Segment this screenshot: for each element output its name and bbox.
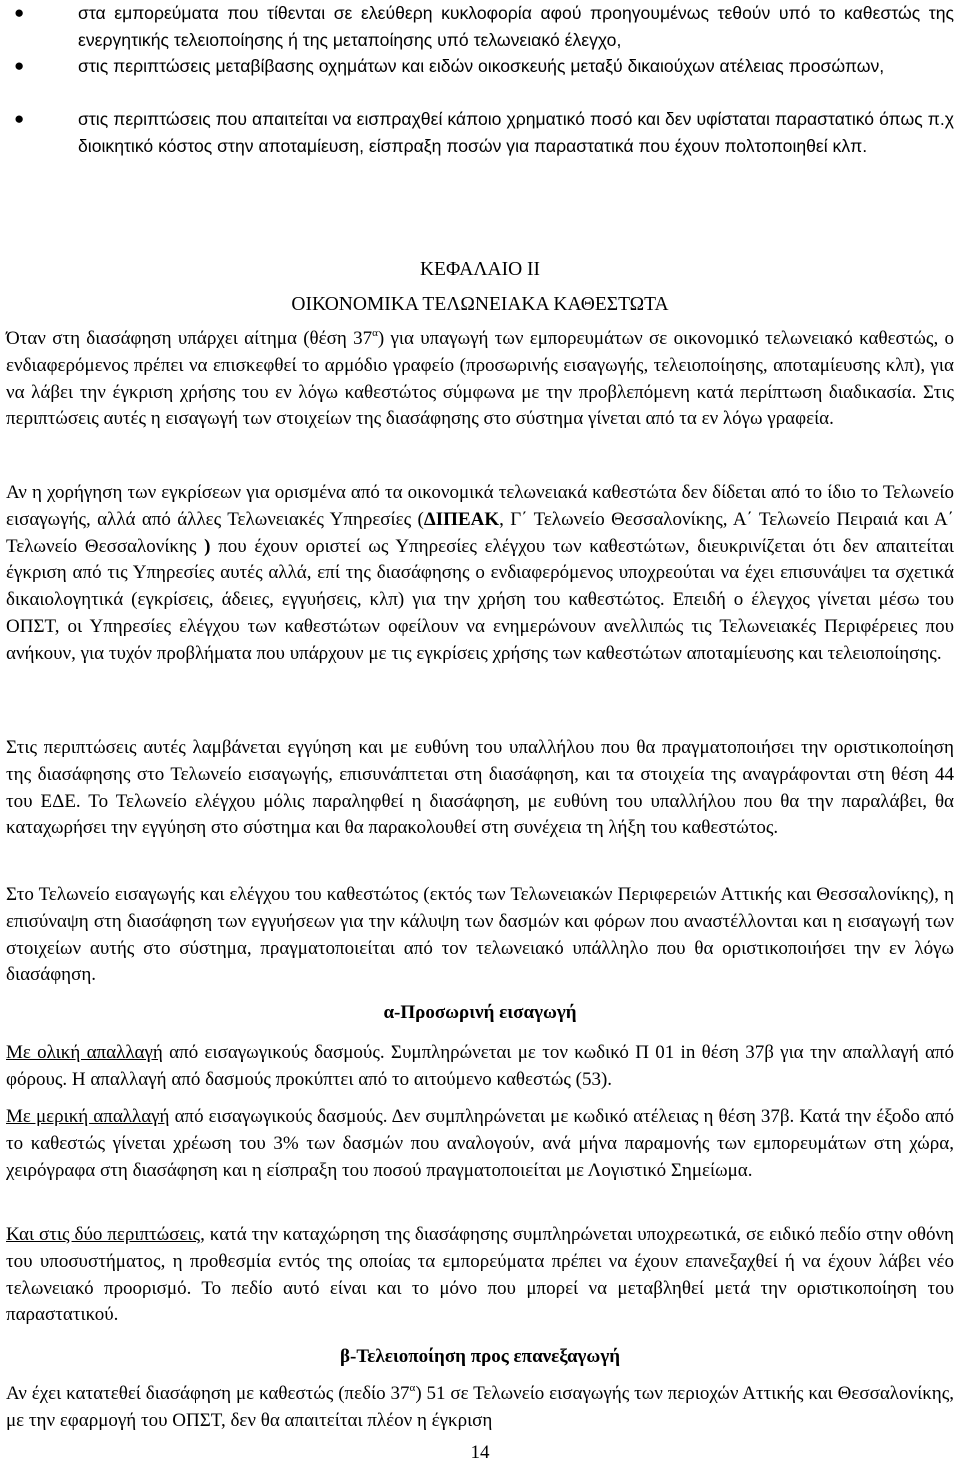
text-run: ) 51 σε Τελωνείο εισαγωγής των περιοχών Αττικής και Θεσσαλονίκης, με την εφαρμογή του ΟΠΣΤ, δεν θα απαιτείται πλέον η έγκριση [6, 1383, 954, 1431]
paragraph-8 [6, 1381, 954, 1435]
superscript: α [372, 327, 378, 339]
bold-text: ΔΙΠΕΑΚ [423, 508, 500, 530]
page-number: 14 [470, 1442, 490, 1463]
superscript: α [409, 1382, 416, 1394]
bullet-text: στις περιπτώσεις μεταβίβασης οχημάτων και ειδών οικοσκευής μεταξύ δικαιούχων ατέλειας προσώπων, [78, 56, 885, 76]
chapter-title: ΟΙΚΟΝΟΜΙΚΑ ΤΕΛΩΝΕΙΑΚΑ ΚΑΘΕΣΤΩΤΑ [291, 294, 669, 315]
paragraph-3: Στις περιπτώσεις αυτές λαμβάνεται εγγύηση και με ευθύνη του υπαλλήλου που θα πραγματοποιήσει την οριστικοποίηση της διασάφησης στο Τελωνείο εισαγωγής, επισυνάπτεται στη διασάφηση, και τα στοιχεία της αναγράφονται στη θέση 44 του ΕΔΕ. Το Τελωνείο ελέγχου μόλις παραληφθεί η διασάφηση, με ευθύνη του υπαλλήλου που θα την παραλάβει, θα καταχωρήσει την εγγύηση στο σύστημα και θα παρακολουθεί στη συνέχεια τη λήξη του καθεστώτος. [6, 737, 954, 839]
bullet-icon: ● [14, 109, 25, 128]
section-heading-b: β-Τελειοποίηση προς επανεξαγωγή [340, 1346, 620, 1367]
text-run: Όταν στη διασάφηση υπάρχει αίτημα (θέση 37 [6, 328, 373, 349]
bullet-text: στις περιπτώσεις που απαιτείται να εισπραχθεί κάποιο χρηματικό ποσό και δεν υφίσταται παραστατικό όπως π.χ διοικητικό κόστος στην αποταμίευση, είσπραξη ποσών για παραστατικά που έχουν πολτοποιηθεί κλπ. [78, 109, 954, 156]
bullet-text: στα εμπορεύματα που τίθενται σε ελεύθερη κυκλοφορία αφού προηγουμένως τεθούν υπό το καθεστώς της ενεργητικής τελειοποίησης ή της μεταποίησης υπό τελωνειακό έλεγχο, [78, 3, 954, 50]
underlined-text: Με ολική απαλλαγή [6, 1042, 163, 1063]
bold-text: ) [204, 535, 211, 557]
underlined-text: Και στις δύο περιπτώσεις [6, 1224, 201, 1245]
bullet-icon: ● [14, 3, 25, 22]
section-heading-a: α-Προσωρινή εισαγωγή [383, 1002, 577, 1023]
underlined-text: Με μερική απαλλαγή [6, 1106, 170, 1127]
text-run: ) για υπαγωγή των εμπορευμάτων σε οικονομικό τελωνειακό καθεστώς, ο ενδιαφερόμενος πρέπει να επισκεφθεί το αρμόδιο γραφείο (προσωρινής εισαγωγής, τελειοποίησης, αποταμίευσης κλπ), για να λάβει την έγκριση χρήσης του εν λόγω καθεστώτος σύμφωνα με την προβλεπόμενη κατά περίπτωση διαδικασία. Στις περιπτώσεις αυτές η εισαγωγή των στοιχείων της διασάφησης στο σύστημα γίνεται από τα εν λόγω γραφεία. [6, 328, 954, 430]
text-run: , κατά την καταχώρηση της διασάφησης συμπληρώνεται υποχρεωτικά, σε ειδικό πεδίο στην οθόνη του υποσυστήματος, η προθεσμία εντός της οποίας τα εμπορεύματα πρέπει να έχουν επανεξαχθεί ή να έχουν λάβει νέο τελωνειακό προορισμό. Το πεδίο αυτό είναι και το μόνο που μπορεί να μεταβληθεί μετά την οριστικοποίηση του παραστατικού. [6, 1224, 954, 1326]
list-item [0, 106, 960, 159]
text-run: από εισαγωγικούς δασμούς. Δεν συμπληρώνεται με κωδικό ατέλειας η θέση 37β. Κατά την έξοδο από το καθεστώς γίνεται χρέωση του 3% των δασμών που αναλογούν, ανά μήνα παραμονής των εμπορευμάτων στη χώρα, χειρόγραφα στη διασάφηση και η είσπραξη του ποσού πραγματοποιείται με Λογιστικό Σημείωμα. [6, 1106, 955, 1181]
list-item [0, 0, 960, 53]
text-run: , Γ΄ Τελωνείο Θεσσαλονίκης, Α΄ Τελωνείο Πειραιά και Α΄ Τελωνείο Θεσσαλονίκης [6, 508, 954, 557]
paragraph-4: Στο Τελωνείο εισαγωγής και ελέγχου του καθεστώτος (εκτός των Τελωνειακών Περιφερειών Αττικής και Θεσσαλονίκης), η επισύναψη στη διασάφηση των εγγυήσεων για την κάλυψη των δασμών και φόρων που αναστέλλονται και η εισαγωγή των στοιχείων αυτής στο σύστημα, πραγματοποιείται από τον τελωνειακό υπάλληλο που θα οριστικοποιήσει την εν λόγω διασάφηση. [6, 884, 954, 986]
paragraph-6 [6, 1104, 954, 1184]
text-run: Αν έχει κατατεθεί διασάφηση με καθεστώς (πεδίο 37 [6, 1383, 410, 1404]
text-run: Αν η χορήγηση των εγκρίσεων για ορισμένα από τα οικονομικά τελωνειακά καθεστώτα δεν δίδεται από το ίδιο το Τελωνείο εισαγωγής, αλλά από άλλες Τελωνειακές Υπηρεσίες ( [6, 482, 954, 530]
paragraph-2 [6, 480, 954, 668]
chapter-number: ΚΕΦΑΛΑΙΟ ΙΙ [419, 259, 541, 280]
list-item [0, 53, 960, 80]
bullet-icon: ● [14, 56, 25, 75]
text-run: από εισαγωγικούς δασμούς. Συμπληρώνεται με τον κωδικό Π 01 in θέση 37β για την απαλλαγή από φόρους. Η απαλλαγή από δασμούς προκύπτει από το αιτούμενο καθεστώς (53). [6, 1042, 954, 1090]
paragraph-5 [6, 1040, 954, 1094]
paragraph-1 [6, 326, 954, 433]
text-run: που έχουν οριστεί ως Υπηρεσίες ελέγχου των καθεστώτων, διευκρινίζεται ότι δεν απαιτείται έγκριση από τις Υπηρεσίες αυτές αλλά, επί της διασάφησης ο ενδιαφερόμενος υποχρεούται να έχει επισυνάψει τα σχετικά δικαιολογητικά (εγκρίσεις, άδειες, εγγυήσεις, κλπ) για την χρήση του καθεστώτος. Επειδή ο έλεγχος γίνεται μέσω του ΟΠΣΤ, οι Υπηρεσίες ελέγχου των καθεστώτων οφείλουν να ενημερώνουν ανελλιπώς τις Τελωνειακές Περιφέρειες που ανήκουν, για τυχόν προβλήματα που υπάρχουν με τις εγκρίσεις χρήσης των καθεστώτων αποταμίευσης και τελειοποίησης. [6, 535, 955, 664]
paragraph-7 [6, 1222, 954, 1329]
